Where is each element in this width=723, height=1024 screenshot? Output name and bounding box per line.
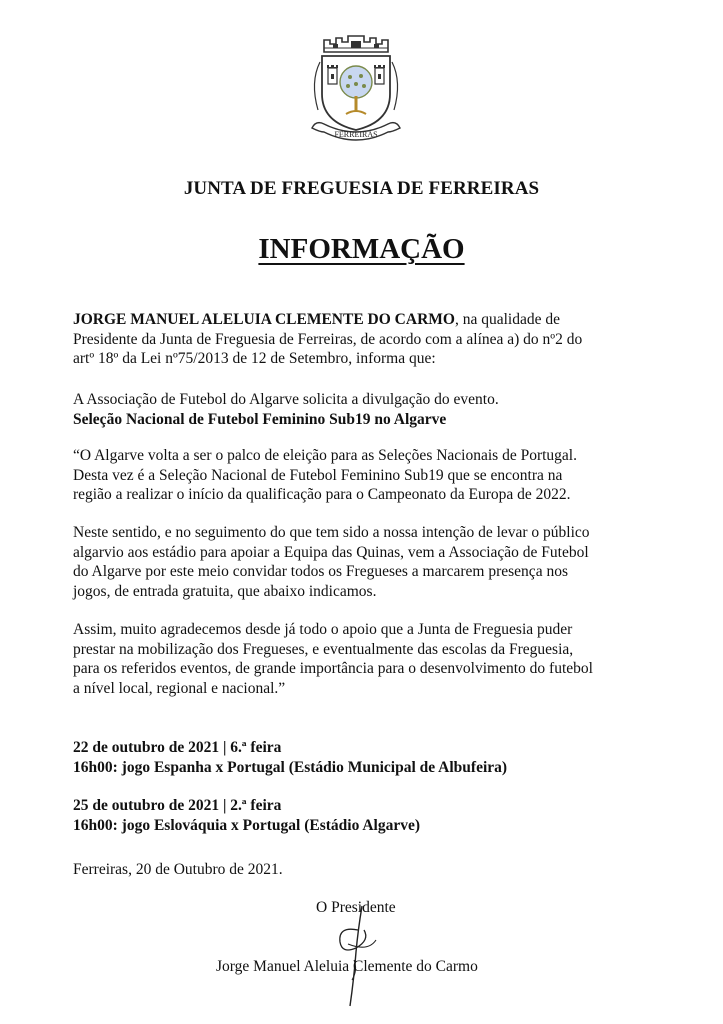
quote-p2-line: jogos, de entrada gratuita, que abaixo indicamos. xyxy=(73,582,377,600)
quote-paragraph-2 xyxy=(73,523,648,601)
game-date: 22 de outubro de 2021 | 6.ª feira xyxy=(73,739,282,756)
quote-p2-line: Neste sentido, e no seguimento do que tem sido a nossa intenção de levar o público xyxy=(73,524,590,541)
place-date: Ferreiras, 20 de Outubro de 2021. xyxy=(73,861,283,878)
document-heading xyxy=(0,233,723,266)
event-title: Seleção Nacional de Futebol Feminino Sub19 no Algarve xyxy=(73,410,447,428)
quote-p3-line: para os referidos eventos, de grande importância para o desenvolvimento do futebol xyxy=(73,660,593,677)
quote-p2-line: algarvio aos estádio para apoiar a Equipa das Quinas, vem a Associação de Futebol xyxy=(73,543,589,561)
game-match: 16h00: jogo Espanha x Portugal (Estádio Municipal de Albufeira) xyxy=(73,758,508,776)
quote-p1-line: Desta vez é a Seleção Nacional de Futebol Feminino Sub19 que se encontra na xyxy=(73,466,563,484)
signer-name: Jorge Manuel Aleluia Clemente do Carmo xyxy=(216,958,478,975)
quote-paragraph-1 xyxy=(73,446,648,505)
announcement-paragraph xyxy=(73,390,648,429)
quote-paragraph-3 xyxy=(73,620,648,698)
president-name: JORGE MANUEL ALELUIA CLEMENTE DO CARMO xyxy=(73,311,455,328)
intro-line-2: Presidente da Junta de Freguesia de Ferreiras, de acordo com a alínea a) do nº2 do xyxy=(73,330,583,348)
announcement-line: A Associação de Futebol do Algarve solicita a divulgação do evento. xyxy=(73,391,499,408)
signer-title: O Presidente xyxy=(316,899,396,916)
organization-title: JUNTA DE FREGUESIA DE FERREIRAS xyxy=(183,178,540,199)
svg-text:FERREIRAS: FERREIRAS xyxy=(334,130,378,139)
game-match: 16h00: jogo Eslováquia x Portugal (Estádio Algarve) xyxy=(73,816,421,834)
handwritten-signature xyxy=(328,900,388,1010)
game-date: 25 de outubro de 2021 | 2.ª feira xyxy=(73,797,282,814)
intro-line-1 xyxy=(73,310,648,330)
quote-p1-line: “O Algarve volta a ser o palco de eleição para as Seleções Nacionais de Portugal. xyxy=(73,447,577,464)
intro-line-3: artº 18º da Lei nº75/2013 de 12 de Setembro, informa que: xyxy=(73,350,436,367)
coat-of-arms-crest xyxy=(306,32,406,147)
quote-p3-line: Assim, muito agradecemos desde já todo o apoio que a Junta de Freguesia puder xyxy=(73,621,573,638)
quote-p2-line: do Algarve por este meio convidar todos os Fregueses a marcarem presença nos xyxy=(73,563,568,580)
game-2 xyxy=(73,796,648,835)
game-1 xyxy=(73,738,648,777)
quote-p3-line: prestar na mobilização dos Fregueses, e eventualmente das escolas da Freguesia, xyxy=(73,640,574,658)
intro-line-1-rest: , na qualidade de xyxy=(454,311,560,328)
intro-paragraph xyxy=(73,310,648,369)
quote-p3-line: a nível local, regional e nacional.” xyxy=(73,679,286,697)
document-heading-text: INFORMAÇÃO xyxy=(258,233,465,265)
quote-p1-line: região a realizar o início da qualificação para o Campeonato da Europa de 2022. xyxy=(73,486,571,503)
